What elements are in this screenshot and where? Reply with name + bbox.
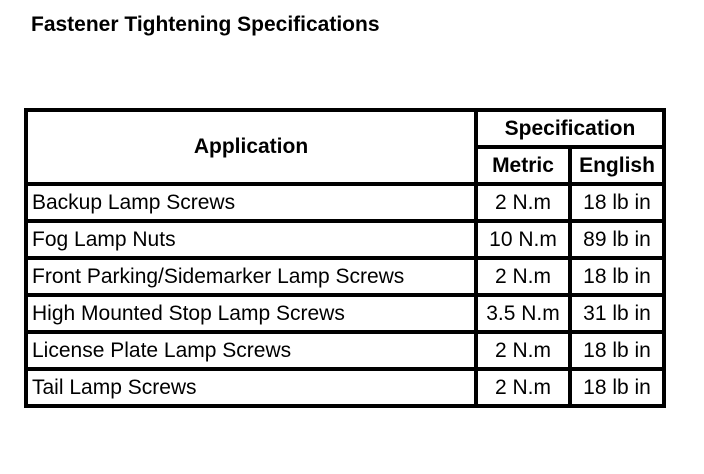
cell-english: 18 lb in [570,332,664,369]
table-row [26,369,664,406]
cell-application: High Mounted Stop Lamp Screws [26,295,476,332]
table-row [26,184,664,221]
cell-english: 89 lb in [570,221,664,258]
table-row [26,258,664,295]
table-row [26,295,664,332]
cell-application: Tail Lamp Screws [26,369,476,406]
cell-metric: 2 N.m [476,332,570,369]
page-title: Fastener Tightening Specifications [31,13,380,36]
header-row-top [26,110,664,147]
table-row [26,221,664,258]
cell-english: 18 lb in [570,369,664,406]
table-row [26,332,664,369]
cell-application: Front Parking/Sidemarker Lamp Screws [26,258,476,295]
fastener-spec-table [24,108,666,408]
cell-application: License Plate Lamp Screws [26,332,476,369]
header-english: English [570,147,664,184]
header-specification: Specification [476,110,664,147]
header-application: Application [26,110,476,184]
cell-metric: 2 N.m [476,184,570,221]
cell-metric: 2 N.m [476,369,570,406]
cell-english: 18 lb in [570,184,664,221]
cell-application: Fog Lamp Nuts [26,221,476,258]
cell-metric: 10 N.m [476,221,570,258]
cell-english: 18 lb in [570,258,664,295]
cell-application: Backup Lamp Screws [26,184,476,221]
cell-english: 31 lb in [570,295,664,332]
cell-metric: 3.5 N.m [476,295,570,332]
header-metric: Metric [476,147,570,184]
cell-metric: 2 N.m [476,258,570,295]
